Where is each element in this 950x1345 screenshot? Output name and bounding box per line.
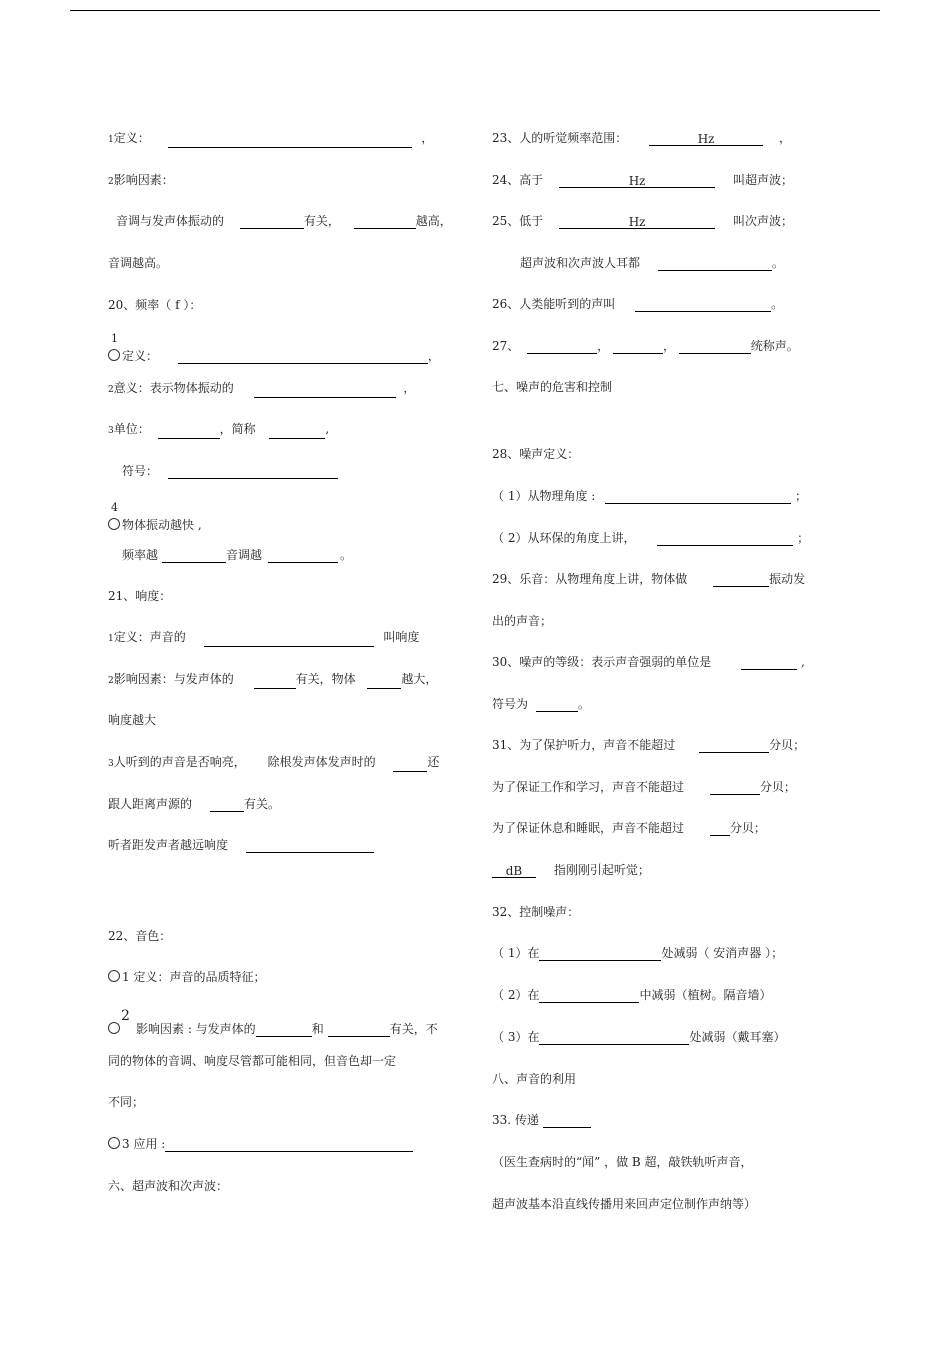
blank-field[interactable] bbox=[539, 946, 661, 961]
sound-collective-line: 27、 ， ， 统称声。 bbox=[492, 339, 799, 353]
frequency-line: 频率越 音调越 。 bbox=[122, 548, 353, 562]
blank-field[interactable] bbox=[393, 757, 427, 772]
blank-field[interactable] bbox=[204, 632, 374, 647]
circle-icon bbox=[108, 349, 120, 361]
blank-field[interactable] bbox=[256, 1022, 312, 1037]
control-source-line: （ 1）在 处减弱（ 安消声器 ）； bbox=[492, 946, 784, 960]
text-line: 同的物体的音调、响度尽管都可能相同，但音色却一定 bbox=[108, 1054, 397, 1068]
blank-field[interactable] bbox=[165, 1137, 413, 1152]
pitch-line: 音调与发声体振动的 有关， 越高， bbox=[116, 214, 452, 228]
blank-field[interactable] bbox=[168, 464, 338, 479]
timbre-factor-line: 影响因素 : 与发声体的 和 有关，不 bbox=[108, 1021, 438, 1037]
listener-line: 听者距发声者越远响度 bbox=[108, 837, 374, 853]
blank-field[interactable] bbox=[699, 738, 769, 753]
control-receiver-line: （ 3）在 处减弱（戴耳塞） bbox=[492, 1030, 786, 1044]
circle-number: 4 bbox=[111, 501, 118, 514]
symbol-line: 符号为 。 bbox=[492, 697, 590, 711]
blank-field[interactable] bbox=[710, 821, 730, 836]
blank-field[interactable] bbox=[536, 697, 578, 712]
blank-field[interactable] bbox=[269, 424, 325, 439]
hearing-limit-line: 31、为了保护听力，声音不能超过 分贝； bbox=[492, 738, 806, 752]
blank-field[interactable] bbox=[657, 531, 793, 546]
blank-field[interactable] bbox=[210, 797, 244, 812]
blank-field[interactable] bbox=[527, 339, 597, 354]
blank-field[interactable] bbox=[162, 548, 226, 563]
section-heading: 六、超声波和次声波： bbox=[108, 1179, 229, 1193]
circle-number: 1 bbox=[108, 634, 114, 644]
blank-field[interactable] bbox=[658, 256, 772, 271]
factor-line: 2影响因素： bbox=[108, 173, 174, 187]
section-heading: 七、噪声的危害和控制 bbox=[492, 380, 613, 394]
factor-line: 2影响因素：与发声体的 有关，物体 越大， bbox=[108, 671, 437, 689]
section-heading: 22、音色： bbox=[108, 929, 172, 943]
definition-line: 1定义： ， bbox=[108, 130, 433, 148]
work-limit-line: 为了保证工作和学习，声音不能超过 分贝； bbox=[492, 780, 796, 794]
circle-number: 2 bbox=[108, 385, 114, 395]
environment-definition-line: （ 2）从环保的角度上讲， ； bbox=[492, 531, 810, 545]
blank-field[interactable]: Hz bbox=[559, 173, 715, 188]
blank-field[interactable] bbox=[240, 214, 304, 229]
text-line: （医生查病时的“闻” ，做 B 超，敲铁轨听声音， bbox=[492, 1155, 753, 1169]
circle-number: 2 bbox=[108, 676, 114, 686]
sleep-limit-line: 为了保证休息和睡眠，声音不能超过 分贝； bbox=[492, 821, 766, 835]
text-line: 音调越高。 bbox=[108, 256, 169, 270]
symbol-line: 符号： bbox=[122, 463, 338, 479]
text-line: 超声波基本沿直线传播用来回声定位制作声纳等） bbox=[492, 1197, 757, 1211]
text-line: 出的声音； bbox=[492, 614, 553, 628]
blank-field[interactable] bbox=[539, 988, 639, 1003]
blank-field[interactable] bbox=[246, 838, 374, 853]
section-heading: 32、控制噪声： bbox=[492, 905, 580, 919]
blank-field[interactable]: Hz bbox=[559, 214, 715, 229]
blank-field[interactable] bbox=[158, 424, 220, 439]
blank-field[interactable] bbox=[741, 655, 797, 670]
blank-field[interactable] bbox=[539, 1030, 689, 1045]
blank-field[interactable] bbox=[178, 349, 428, 364]
meaning-line: 2意义：表示物体振动的 ， bbox=[108, 380, 415, 398]
blank-field[interactable] bbox=[635, 297, 771, 312]
section-heading: 20、频率（ f ）： bbox=[108, 298, 202, 312]
blank-field[interactable] bbox=[613, 339, 663, 354]
blank-field[interactable] bbox=[328, 1022, 390, 1037]
circle-number: 2 bbox=[121, 1008, 130, 1024]
distance-line: 跟人距离声源的 有关。 bbox=[108, 797, 281, 811]
definition-line: 1 定义：声音的品质特征； bbox=[108, 969, 265, 985]
text-line: 响度越大 bbox=[108, 713, 157, 727]
circle-icon bbox=[108, 1022, 120, 1034]
circle-icon bbox=[108, 970, 120, 982]
blank-field[interactable]: Hz bbox=[649, 131, 763, 146]
inaudible-line: 超声波和次声波人耳都 。 bbox=[520, 256, 784, 270]
blank-field[interactable] bbox=[354, 214, 416, 229]
blank-field[interactable] bbox=[543, 1113, 591, 1128]
noise-level-line: 30、噪声的等级：表示声音强弱的单位是 , bbox=[492, 655, 805, 669]
blank-field[interactable] bbox=[268, 548, 338, 563]
circle-number: 3 bbox=[108, 426, 114, 436]
circle-number: 1 bbox=[111, 332, 118, 345]
physics-definition-line: （ 1）从物理角度 : ； bbox=[492, 489, 807, 503]
blank-field[interactable]: dB bbox=[492, 863, 536, 878]
blank-field[interactable] bbox=[713, 572, 769, 587]
audible-line: 26、人类能听到的声叫 。 bbox=[492, 297, 784, 311]
circle-number: 1 bbox=[108, 135, 114, 145]
blank-field[interactable] bbox=[254, 674, 296, 689]
blank-field[interactable] bbox=[605, 489, 791, 504]
hearing-range-line: 23、人的听觉频率范围： Hz ， bbox=[492, 131, 791, 146]
definition-line: 定义： ， bbox=[108, 348, 440, 364]
section-heading: 21、响度： bbox=[108, 589, 172, 603]
circle-number: 2 bbox=[108, 177, 114, 187]
transfer-line: 33. 传递 bbox=[492, 1112, 591, 1128]
blank-field[interactable] bbox=[679, 339, 751, 354]
blank-field[interactable] bbox=[367, 674, 401, 689]
infrasound-line: 25、低于 Hz 叫次声波； bbox=[492, 214, 793, 229]
text-line: 物体振动越快 , bbox=[108, 517, 202, 533]
section-heading: 八、声音的利用 bbox=[492, 1072, 577, 1086]
circle-icon bbox=[108, 518, 120, 530]
threshold-line: dB 指刚刚引起听觉； bbox=[492, 862, 650, 878]
unit-line: 3单位： ，简称 , bbox=[108, 421, 329, 439]
loudness-line: 3人听到的声音是否响亮， 除根发声体发声时的 还 bbox=[108, 754, 439, 772]
control-path-line: （ 2）在 中减弱（植树。隔音墙） bbox=[492, 988, 772, 1002]
header-rule bbox=[70, 10, 880, 11]
definition-line: 1定义：声音的 叫响度 bbox=[108, 629, 419, 647]
circle-icon bbox=[108, 1137, 120, 1149]
music-line: 29、乐音：从物理角度上讲，物体做 振动发 bbox=[492, 572, 806, 586]
ultrasound-line: 24、高于 Hz 叫超声波； bbox=[492, 173, 793, 188]
blank-field[interactable] bbox=[254, 383, 396, 398]
circle-number: 3 bbox=[108, 759, 114, 769]
blank-field[interactable] bbox=[168, 133, 412, 148]
text-line: 不同； bbox=[108, 1095, 145, 1109]
application-line: 3 应用 : bbox=[108, 1136, 413, 1152]
blank-field[interactable] bbox=[710, 780, 760, 795]
section-heading: 28、噪声定义： bbox=[492, 447, 580, 461]
